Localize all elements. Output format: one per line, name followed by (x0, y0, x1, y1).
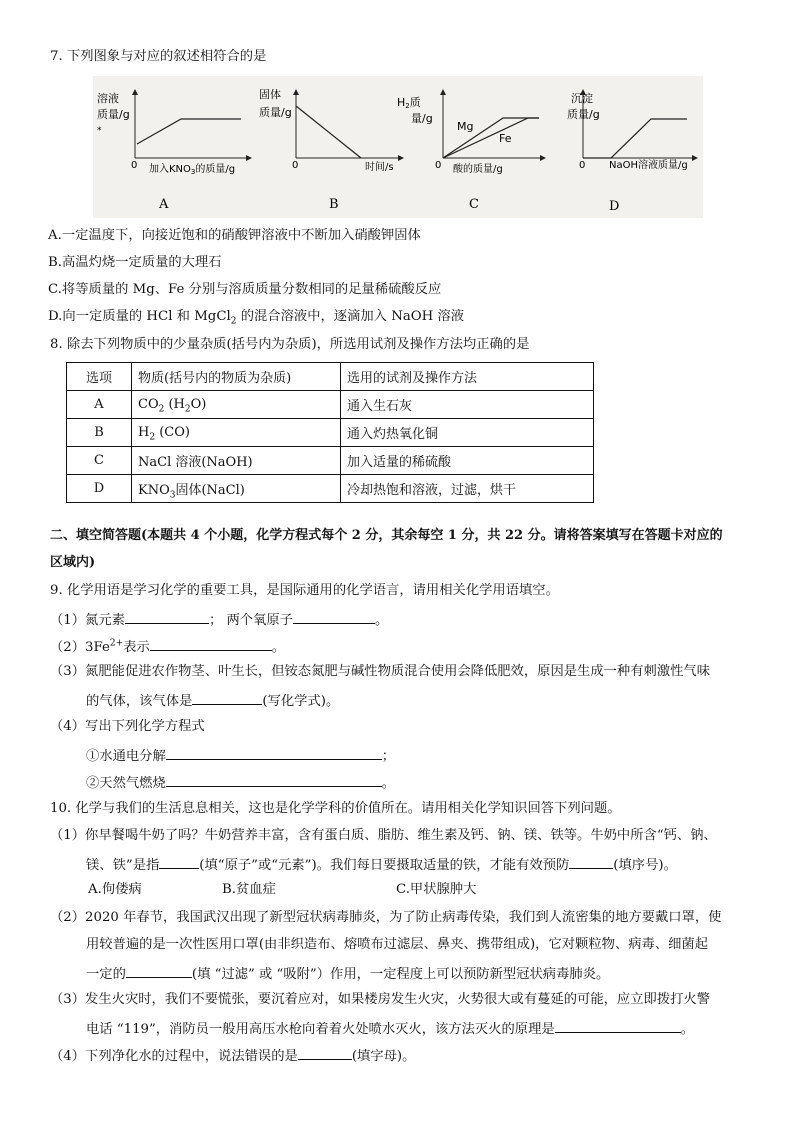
graph-d-curve (583, 119, 687, 158)
table-row (67, 475, 594, 503)
blank-nitrogen[interactable] (125, 609, 209, 624)
graph-d-letter: D (609, 199, 620, 214)
blank-3fe[interactable] (150, 636, 272, 651)
table-row (67, 391, 594, 419)
q10-option-b: B.贫血症 (222, 882, 276, 897)
graph-b (259, 87, 403, 212)
table-cell-substance: $KNO_3$固体(NaCl) (132, 475, 341, 503)
graph-c-ylabel1: H2质 (397, 96, 421, 110)
q10-part1-line2: 镁、铁”是指 (填“原子”或“元素”)。我们每日要摄取适量的铁，才能有效预防 (填序号)。 (86, 854, 677, 875)
blank-natural-gas[interactable] (166, 772, 382, 787)
table-cell-method: 通入生石灰 (341, 391, 594, 419)
q7-graphs-figure (93, 76, 703, 218)
q10-option-c: C.甲状腺肿大 (396, 882, 477, 897)
q9-part2: $(2)3Fe^{2+}$表示 。 (50, 636, 285, 657)
graph-a-curve (137, 119, 241, 144)
graph-c-series-fe: Fe (499, 132, 512, 145)
q7-option-c: C.将等质量的 Mg、Fe 分别与溶质质量分数相同的足量稀硫酸反应 (48, 282, 442, 297)
section2-heading-line2: 区域内) (50, 555, 96, 570)
graph-c-ylabel2: 量/g (411, 112, 433, 125)
table-cell-substance: $CO_2$ $(H_2O)$ (132, 391, 341, 419)
q10-part2-line2: 用较普遍的是一次性医用口罩(由非织造布、熔喷布过滤层、鼻夹、携带组成)，它对颗粒物、病毒、细菌起 (86, 937, 709, 952)
q8-stem: 8. 除去下列物质中的少量杂质(括号内为杂质)，所选用试剂及操作方法均正确的是 (50, 337, 530, 352)
graph-c-letter: C (469, 197, 479, 212)
q9-stem: 9. 化学用语是学习化学的重要工具，是国际通用的化学语言，请用相关化学用语填空。 (50, 583, 559, 598)
table-row (67, 419, 594, 447)
q9-part4: （4）写出下列化学方程式 (50, 719, 205, 734)
q10-part1-line1: （1）你早餐喝牛奶了吗？牛奶营养丰富，含有蛋白质、脂肪、维生素及钙、钠、镁、铁等。牛奶中所含“钙、钠、 (50, 828, 717, 843)
blank-water-electrolysis[interactable] (166, 745, 382, 760)
section2-heading-line1: 二、填空简答题(本题共 4 个小题，化学方程式每个 2 分，其余每空 1 分，共 22 分。请将答案填写在答题卡对应的 (50, 528, 723, 543)
blank-filter[interactable] (126, 963, 192, 978)
q8-table (66, 362, 594, 503)
table-row (67, 447, 594, 475)
graph-c-series-mg: Mg (457, 120, 474, 133)
table-cell-option: D (67, 475, 132, 503)
q7-option-d: D.向一定质量的 HCl 和 MgCl$_2$ 的混合溶液中，逐滴加入 NaOH 溶液 (48, 309, 465, 327)
q7-stem: 7. 下列图象与对应的叙述相符合的是 (50, 49, 267, 64)
graph-a-origin: 0 (131, 160, 138, 171)
graph-b-curve (296, 106, 361, 158)
table-cell-method: 通入灼热氧化铜 (341, 419, 594, 447)
graph-c-origin: 0 (435, 160, 442, 171)
table-header-cell: 选用的试剂及操作方法 (341, 363, 594, 391)
q10-part2-line3: 一定的 (填 “过滤” 或 “吸附”）作用，一定程度上可以预防新型冠状病毒肺炎。 (86, 963, 609, 984)
q10-part3-line2: 电话 “119”，消防员一般用高压水枪向着着火处喷水灭火，该方法灭火的原理是 。 (86, 1018, 694, 1039)
graph-d (567, 90, 697, 214)
table-cell-method: 加入适量的稀硫酸 (341, 447, 594, 475)
graph-c (397, 90, 545, 212)
table-header-row (67, 363, 594, 391)
blank-gas-formula[interactable] (192, 690, 262, 705)
q10-stem: 10. 化学与我们的生活息息相关，这也是化学学科的价值所在。请用相关化学知识回答下列问题。 (50, 801, 621, 816)
graph-b-origin: 0 (292, 160, 299, 171)
table-header-cell: 选项 (67, 363, 132, 391)
graph-d-xlabel: NaOH溶液质量/g (609, 160, 688, 171)
table-cell-substance: $H_2$ (CO) (132, 419, 341, 447)
q9-part4-b: ②天然气燃烧 。 (86, 772, 395, 793)
q10-part4: （4）下列净化水的过程中，说法错误的是 (填字母)。 (50, 1045, 415, 1066)
graph-a (97, 90, 251, 212)
table-cell-option: B (67, 419, 132, 447)
blank-disease[interactable] (569, 854, 613, 869)
graph-d-ylabel1: 沉淀 (571, 92, 593, 105)
table-cell-method: 冷却热饱和溶液，过滤，烘干 (341, 475, 594, 503)
blank-element[interactable] (159, 854, 199, 869)
graph-c-xlabel: 酸的质量/g (453, 164, 503, 175)
blank-water-purification[interactable] (298, 1045, 352, 1060)
table-cell-option: C (67, 447, 132, 475)
graph-b-letter: B (329, 197, 339, 212)
table-cell-option: A (67, 391, 132, 419)
graph-a-ylabel2: 质量/g (97, 108, 130, 121)
table-header-cell: 物质(括号内的物质为杂质) (132, 363, 341, 391)
graph-a-dot-mark: * (97, 126, 102, 136)
blank-two-oxygen[interactable] (293, 609, 375, 624)
graph-d-ylabel2: 质量/g (567, 108, 600, 121)
graph-b-xlabel: 时间/s (365, 162, 394, 173)
q10-part3-line1: （3）发生火灾时，我们不要慌张，要沉着应对，如果楼房发生火灾，火势很大或有蔓延的可能，应立即拨打火警 (50, 992, 711, 1007)
graph-a-ylabel1: 溶液 (97, 92, 119, 105)
graph-a-letter: A (159, 197, 169, 212)
graph-a-xlabel: 加入$KNO_3$的质量/g (149, 164, 236, 176)
blank-fire-principle[interactable] (555, 1018, 681, 1033)
graph-b-ylabel1: 固体 (259, 88, 281, 101)
q7-option-a: A.一定温度下，向接近饱和的硝酸钾溶液中不断加入硝酸钾固体 (48, 228, 421, 243)
q9-part3-line1: （3）氮肥能促进农作物茎、叶生长，但铵态氮肥与碱性物质混合使用会降低肥效，原因是生成一种有刺激性气味 (50, 664, 711, 679)
q10-option-a: A.佝偻病 (88, 882, 142, 897)
table-cell-substance: NaCl 溶液(NaOH) (132, 447, 341, 475)
q7-option-b: B.高温灼烧一定质量的大理石 (48, 255, 222, 270)
q9-part4-a: ①水通电分解 ； (86, 745, 395, 766)
graph-b-ylabel2: 质量/g (259, 106, 292, 119)
q10-part2-line1: （2）2020 年春节，我国武汉出现了新型冠状病毒肺炎，为了防止病毒传染，我们到人流密集的地方要戴口罩，使 (50, 910, 722, 925)
graph-d-origin: 0 (579, 160, 586, 171)
q9-part3-line2: 的气体，该气体是 (写化学式)。 (86, 690, 339, 711)
q7-graphs-svg (93, 76, 703, 218)
q9-part1: （1）氮元素 ； 两个氧原子 。 (50, 609, 388, 630)
